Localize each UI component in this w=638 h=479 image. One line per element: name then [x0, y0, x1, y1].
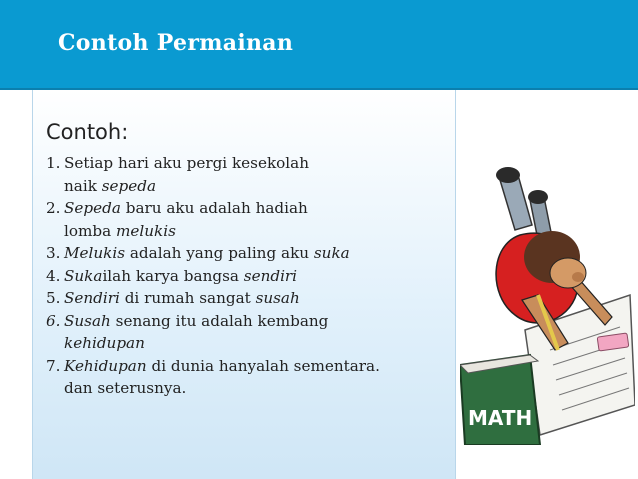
list-item: 5. Sendiri di rumah sangat susah [46, 289, 300, 307]
intro-label: Contoh: [46, 120, 129, 144]
example-list [46, 152, 451, 400]
book-label: MATH [468, 406, 533, 430]
child-studying-illustration [460, 145, 635, 445]
list-item: 1. Setiap hari aku pergi kesekolah naik sepeda [46, 154, 309, 195]
left-margin [0, 92, 30, 479]
child-studying-icon [460, 145, 635, 445]
slide-title: Contoh Permainan [58, 30, 294, 56]
list-item: 2. Sepeda baru aku adalah hadiah lomba melukis [46, 199, 308, 240]
list-item: 6. Susah senang itu adalah kembang kehidupan [46, 311, 329, 352]
list-item: 7. Kehidupan di dunia hanyalah sementara. dan seterusnya. [46, 356, 380, 397]
list-item: 4. Sukailah karya bangsa sendiri [46, 266, 298, 285]
header-bar [0, 0, 638, 90]
list-item: 3. Melukis adalah yang paling aku suka [46, 244, 350, 262]
